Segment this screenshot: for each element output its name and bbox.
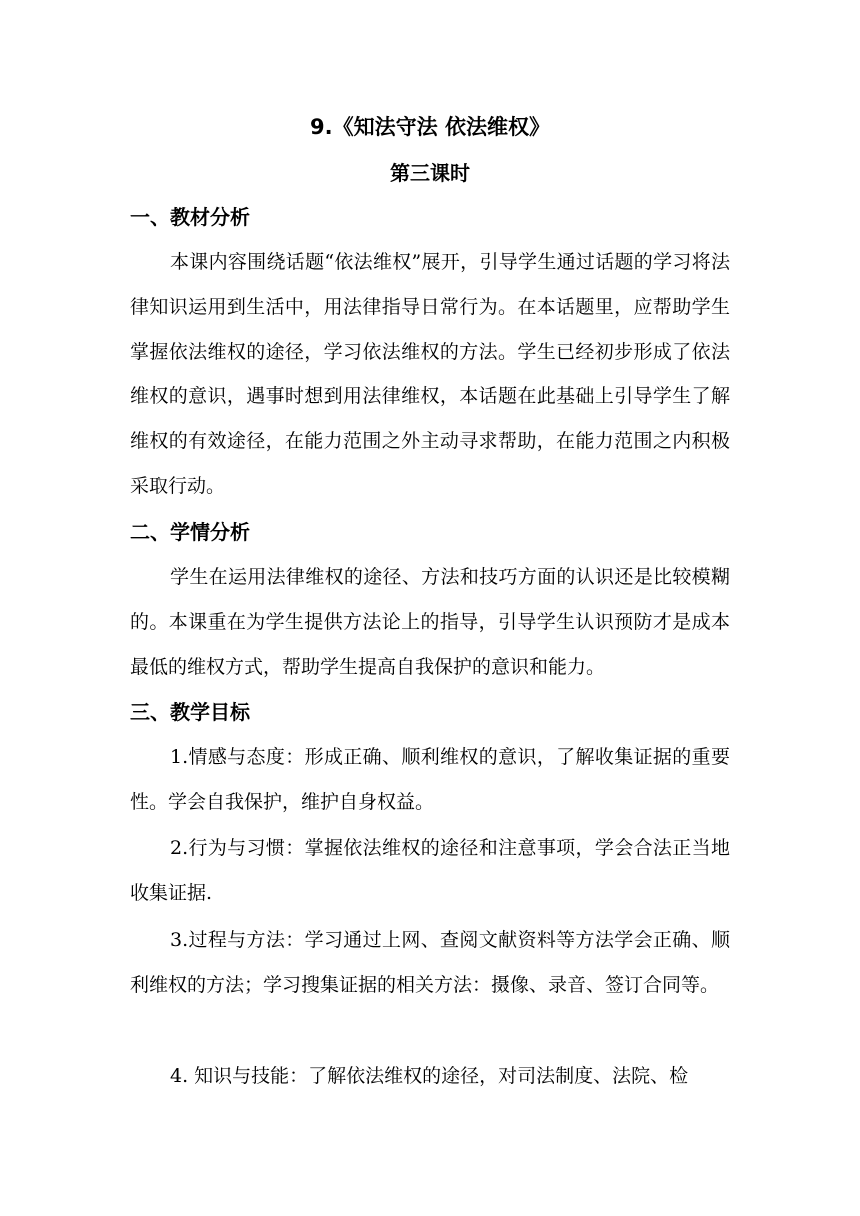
paragraph-student-analysis: 学生在运用法律维权的途径、方法和技巧方面的认识还是比较模糊的。本课重在为学生提供方法论上的指导，引导学生认识预防才是成本最低的维权方式，帮助学生提高自我保护的意识和能力。 bbox=[130, 566, 730, 678]
paragraph-textbook-analysis: 本课内容围绕话题“依法维权”展开，引导学生通过话题的学习将法律知识运用到生活中，用法律指导日常行为。在本话题里，应帮助学生掌握依法维权的途径，学习依法维权的方法。学生已经初步形成了依法维权的意识，遇事时想到用法律维权，本话题在此基础上引导学生了解维权的有效途径，在能力范围之外主动寻求帮助，在能力范围之内积极采取行动。 bbox=[130, 251, 730, 497]
document-subtitle: 第三课时 bbox=[390, 161, 470, 185]
goal-item-4: 4. 知识与技能：了解依法维权的途径，对司法制度、法院、检 bbox=[170, 1065, 689, 1087]
section-heading-textbook-analysis: 一、教材分析 bbox=[130, 205, 250, 229]
section-heading-student-analysis: 二、学情分析 bbox=[130, 520, 250, 544]
goal-item-2: 2.行为与习惯：掌握依法维权的途径和注意事项，学会合法正当地收集证据. bbox=[130, 837, 730, 904]
document-title: 9.《知法守法 依法维权》 bbox=[310, 115, 550, 139]
goal-item-1: 1.情感与态度：形成正确、顺利维权的意识，了解收集证据的重要性。学会自我保护，维护自身权益。 bbox=[130, 746, 730, 813]
section-heading-teaching-goals: 三、教学目标 bbox=[130, 700, 250, 724]
goal-item-3: 3.过程与方法：学习通过上网、查阅文献资料等方法学会正确、顺利维权的方法；学习搜集证据的相关方法：摄像、录音、签订合同等。 bbox=[130, 929, 730, 996]
